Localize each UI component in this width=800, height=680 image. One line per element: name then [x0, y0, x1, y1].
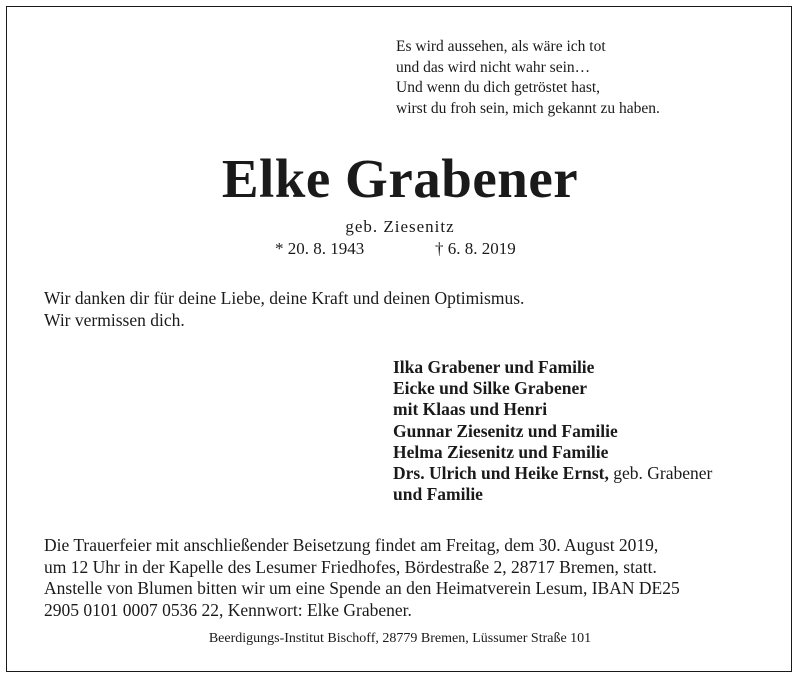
mourner-maiden-name: geb. Grabener: [608, 463, 713, 484]
mourner-name: Drs. Ulrich und Heike Ernst,: [393, 463, 609, 484]
poem: [396, 37, 660, 119]
mourner-line: mit Klaas und Henri: [393, 399, 548, 420]
deceased-name: Elke Grabener: [221, 148, 579, 209]
poem-line: und das wird nicht wahr sein…: [396, 58, 591, 76]
thanks-text: [44, 288, 524, 331]
thanks-line: Wir danken dir für deine Liebe, deine Kraft und deinen Optimismus.: [44, 288, 525, 308]
mourners-list: [393, 357, 712, 505]
thanks-line: Wir vermissen dich.: [44, 309, 185, 330]
mourner-line: Helma Ziesenitz und Familie: [393, 441, 609, 462]
birth-date: * 20. 8. 1943: [275, 239, 365, 258]
obituary-notice: [6, 6, 792, 672]
notice-line: 2905 0101 0007 0536 22, Kennwort: Elke Grabener.: [44, 599, 412, 620]
maiden-name: geb. Ziesenitz: [345, 217, 455, 236]
notice-line: um 12 Uhr in der Kapelle des Lesumer Friedhofes, Bördestraße 2, 28717 Bremen, statt.: [44, 556, 657, 577]
poem-line: Es wird aussehen, als wäre ich tot: [396, 38, 606, 55]
mourner-line: und Familie: [393, 484, 483, 505]
notice-line: Anstelle von Blumen bitten wir um eine Spende an den Heimatverein Lesum, IBAN DE25: [44, 578, 680, 598]
mourner-line: Gunnar Ziesenitz und Familie: [393, 420, 618, 441]
poem-line: Und wenn du dich getröstet hast,: [396, 79, 601, 96]
undertaker-footer: Beerdigungs-Institut Bischoff, 28779 Bremen, Lüssumer Straße 101: [208, 631, 592, 646]
mourner-line: Ilka Grabener und Familie: [393, 357, 595, 377]
mourner-line: Eicke und Silke Grabener: [393, 378, 587, 399]
funeral-notice: [44, 535, 680, 621]
notice-line: Die Trauerfeier mit anschließender Beisetzung findet am Freitag, dem 30. August 2019,: [44, 535, 659, 555]
mourner-line: [393, 463, 712, 484]
death-date: † 6. 8. 2019: [435, 239, 516, 258]
poem-line: wirst du froh sein, mich gekannt zu haben.: [396, 99, 660, 117]
